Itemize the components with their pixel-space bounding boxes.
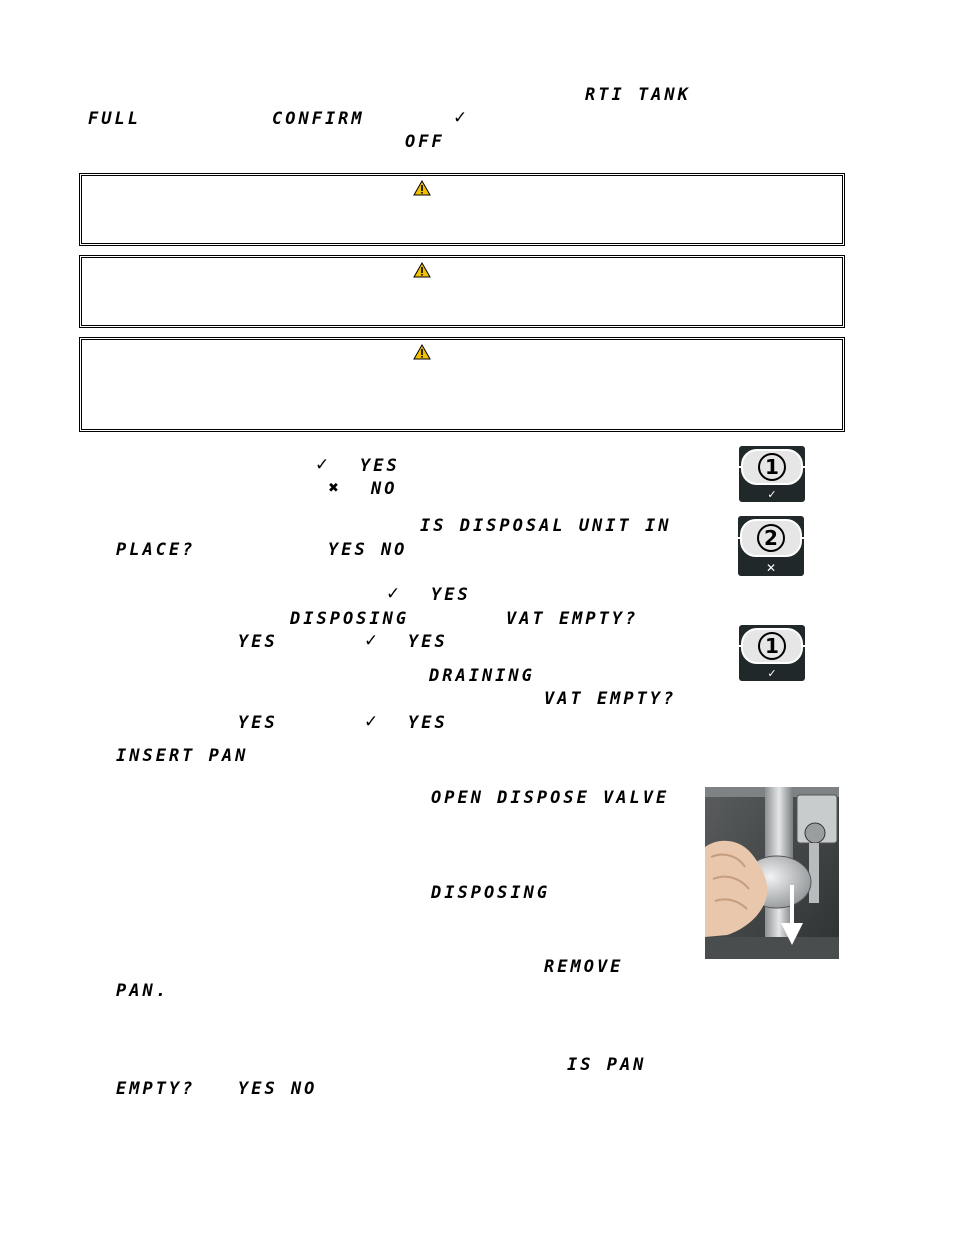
warning-box-3 bbox=[79, 337, 845, 432]
button-2-mark: ✕ bbox=[765, 561, 777, 575]
display-disposing: DISPOSING bbox=[431, 883, 551, 903]
display-no: NO bbox=[371, 479, 398, 499]
check-icon: ✓ bbox=[315, 455, 330, 475]
warning-box-1 bbox=[79, 173, 845, 246]
display-is-disposal-unit-in: IS DISPOSAL UNIT IN bbox=[420, 516, 672, 536]
button-2-number: 2 bbox=[764, 526, 778, 550]
button-1-check bbox=[739, 446, 805, 502]
button-2-image bbox=[738, 516, 804, 576]
display-insert-pan: INSERT PAN bbox=[116, 746, 249, 766]
display-remove: REMOVE bbox=[544, 957, 624, 977]
display-vat-empty: VAT EMPTY? bbox=[544, 689, 677, 709]
warning-icon bbox=[413, 262, 431, 278]
button-2-cross bbox=[738, 516, 804, 576]
display-is-pan: IS PAN bbox=[567, 1055, 647, 1075]
dispose-valve-photo bbox=[705, 787, 839, 959]
display-disposing: DISPOSING bbox=[290, 609, 410, 629]
cross-icon: ✖ bbox=[328, 481, 339, 496]
button-1-check bbox=[739, 625, 805, 681]
check-icon: ✓ bbox=[364, 712, 379, 732]
display-confirm: CONFIRM bbox=[272, 109, 365, 129]
check-icon: ✓ bbox=[453, 108, 468, 128]
display-yes: YES bbox=[408, 632, 448, 652]
display-yes: YES bbox=[238, 632, 278, 652]
display-yes: YES bbox=[238, 713, 278, 733]
button-1-image bbox=[739, 625, 805, 681]
warning-box-2 bbox=[79, 255, 845, 328]
display-yes: YES bbox=[431, 585, 471, 605]
button-1-mark: ✓ bbox=[767, 667, 777, 680]
display-draining: DRAINING bbox=[429, 666, 535, 686]
display-vat-empty: VAT EMPTY? bbox=[506, 609, 639, 629]
display-full: FULL bbox=[88, 109, 141, 129]
display-yes: YES bbox=[360, 456, 400, 476]
display-rti-tank: RTI TANK bbox=[585, 85, 691, 105]
display-open-dispose-valve: OPEN DISPOSE VALVE bbox=[431, 788, 670, 808]
display-place: PLACE? bbox=[116, 540, 196, 560]
display-empty: EMPTY? bbox=[116, 1079, 196, 1099]
warning-icon bbox=[413, 180, 431, 196]
display-yes-no: YES NO bbox=[328, 540, 408, 560]
button-1-image bbox=[739, 446, 805, 502]
display-off: OFF bbox=[405, 132, 445, 152]
warning-icon bbox=[413, 344, 431, 360]
display-pan: PAN. bbox=[116, 981, 169, 1001]
check-icon: ✓ bbox=[386, 584, 401, 604]
button-1-mark: ✓ bbox=[767, 488, 777, 501]
button-1-number: 1 bbox=[765, 634, 779, 658]
display-yes: YES bbox=[408, 713, 448, 733]
display-yes-no: YES NO bbox=[238, 1079, 318, 1099]
check-icon: ✓ bbox=[364, 631, 379, 651]
button-1-number: 1 bbox=[765, 455, 779, 479]
